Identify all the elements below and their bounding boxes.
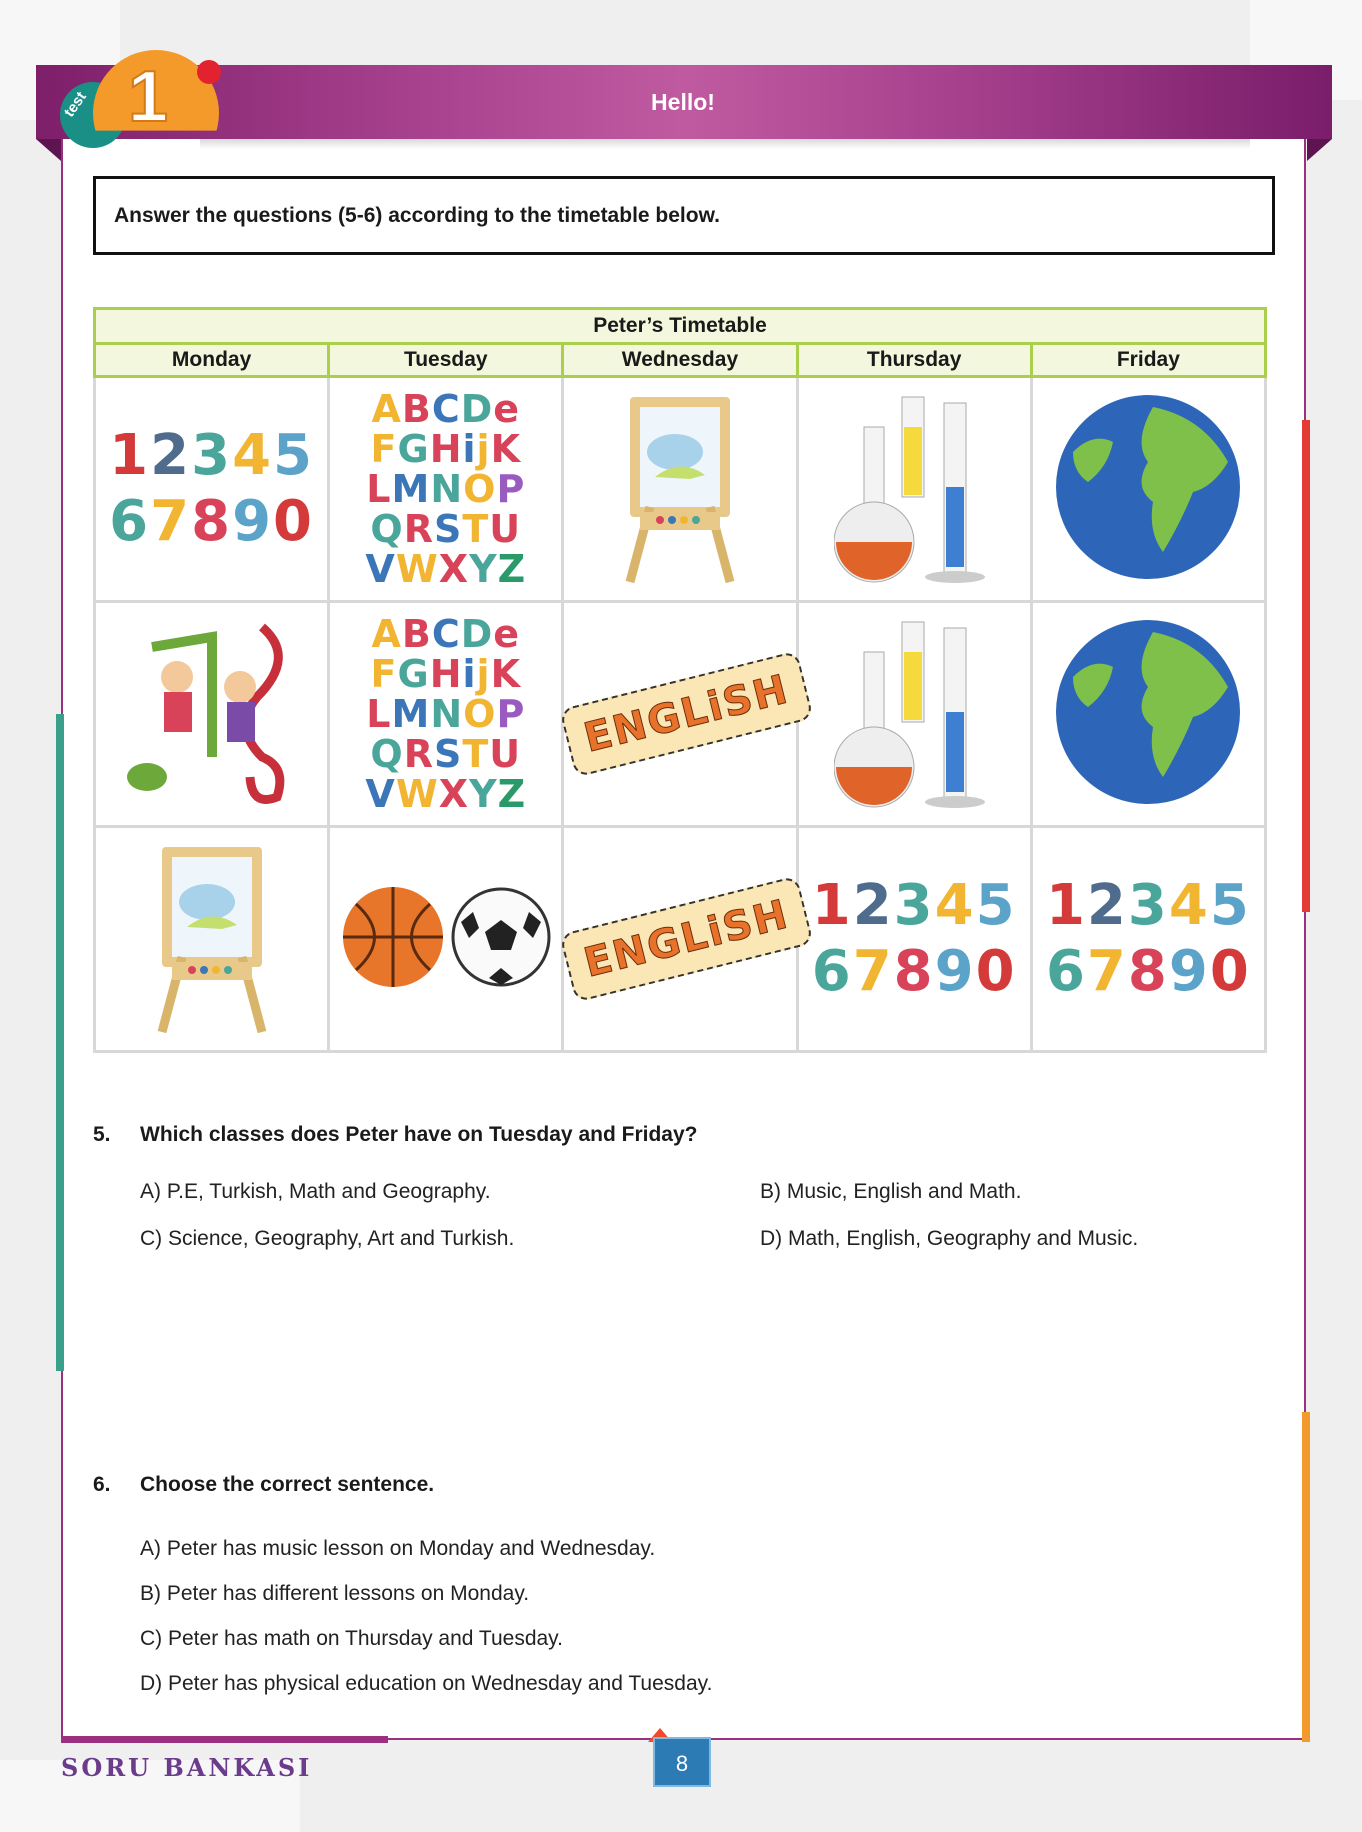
instruction-text: Answer the questions (5-6) according to the timetable below. [114, 203, 720, 227]
answer-option[interactable]: D) Math, English, Geography and Music. [760, 1227, 1139, 1250]
timetable-cell [329, 377, 563, 602]
numbers-icon: 12345 67890 [109, 423, 315, 554]
timetable-cell [563, 377, 797, 602]
timetable-cell [95, 602, 329, 827]
balls-icon [341, 882, 551, 992]
page-number: 8 [653, 1737, 711, 1787]
answer-option[interactable]: C) Science, Geography, Art and Turkish. [140, 1227, 515, 1250]
question-6-text: Choose the correct sentence. [140, 1473, 435, 1496]
test-label: test [60, 88, 90, 121]
timetable-cell [563, 827, 797, 1052]
answer-option[interactable]: D) Peter has physical education on Wednesday and Tuesday. [140, 1672, 713, 1695]
numbers-icon: 12345 67890 [1045, 873, 1251, 1004]
timetable-cell [1031, 602, 1265, 827]
instruction-box [93, 176, 1275, 255]
header-fold-left [36, 139, 61, 161]
page-title: Hello! [651, 89, 715, 115]
timetable-cell [95, 827, 329, 1052]
timetable-caption: Peter’s Timetable [95, 309, 1266, 344]
timetable-cell [1031, 377, 1265, 602]
timetable-row [95, 827, 1266, 1052]
timetable-cell [797, 827, 1031, 1052]
timetable-cell [1031, 827, 1265, 1052]
answer-option[interactable]: A) Peter has music lesson on Monday and Wednesday. [140, 1537, 656, 1560]
globe-icon [1053, 392, 1243, 582]
side-stripe-orange [1302, 1412, 1310, 1742]
numbers-icon: 12345 67890 [811, 873, 1017, 1004]
timetable-cell [797, 377, 1031, 602]
alphabet-icon: ABCDe FGHijK LMNOP QRSTU VWXYZ [365, 387, 527, 591]
timetable-row [95, 377, 1266, 602]
timetable-row [95, 602, 1266, 827]
footer-bar [61, 1736, 388, 1743]
day-header-thursday: Thursday [797, 344, 1031, 377]
header-fold-right [1307, 139, 1332, 161]
easel-icon [142, 837, 282, 1037]
answer-option[interactable]: B) Music, English and Math. [760, 1180, 1022, 1203]
alphabet-icon: ABCDe FGHijK LMNOP QRSTU VWXYZ [365, 612, 527, 816]
question-5-text: Which classes does Peter have on Tuesday and Friday? [140, 1123, 698, 1146]
globe-icon [1053, 617, 1243, 807]
timetable-cell [95, 377, 329, 602]
english-icon: ENGLiSH [560, 875, 815, 1002]
timetable-cell [797, 602, 1031, 827]
timetable [93, 307, 1267, 1053]
footer-brand: SORU BANKASI [61, 1753, 313, 1782]
question-6-number: 6. [93, 1473, 111, 1496]
day-header-wednesday: Wednesday [563, 344, 797, 377]
timetable-cell [329, 827, 563, 1052]
music-icon [122, 617, 302, 807]
timetable-cell [329, 602, 563, 827]
english-icon: ENGLiSH [560, 650, 815, 777]
badge-dot [197, 60, 221, 84]
answer-option[interactable]: B) Peter has different lessons on Monday. [140, 1582, 530, 1605]
flasks-icon [834, 387, 994, 587]
day-header-tuesday: Tuesday [329, 344, 563, 377]
day-header-friday: Friday [1031, 344, 1265, 377]
test-number: 1 [127, 57, 169, 137]
easel-icon [610, 387, 750, 587]
header-shadow [200, 139, 1250, 149]
answer-option[interactable]: A) P.E, Turkish, Math and Geography. [140, 1180, 491, 1203]
side-stripe-red [1302, 420, 1310, 912]
flasks-icon [834, 612, 994, 812]
answer-option[interactable]: C) Peter has math on Thursday and Tuesday. [140, 1627, 563, 1650]
day-header-monday: Monday [95, 344, 329, 377]
timetable-cell [563, 602, 797, 827]
side-stripe-teal [56, 714, 64, 1371]
question-5-number: 5. [93, 1123, 111, 1146]
